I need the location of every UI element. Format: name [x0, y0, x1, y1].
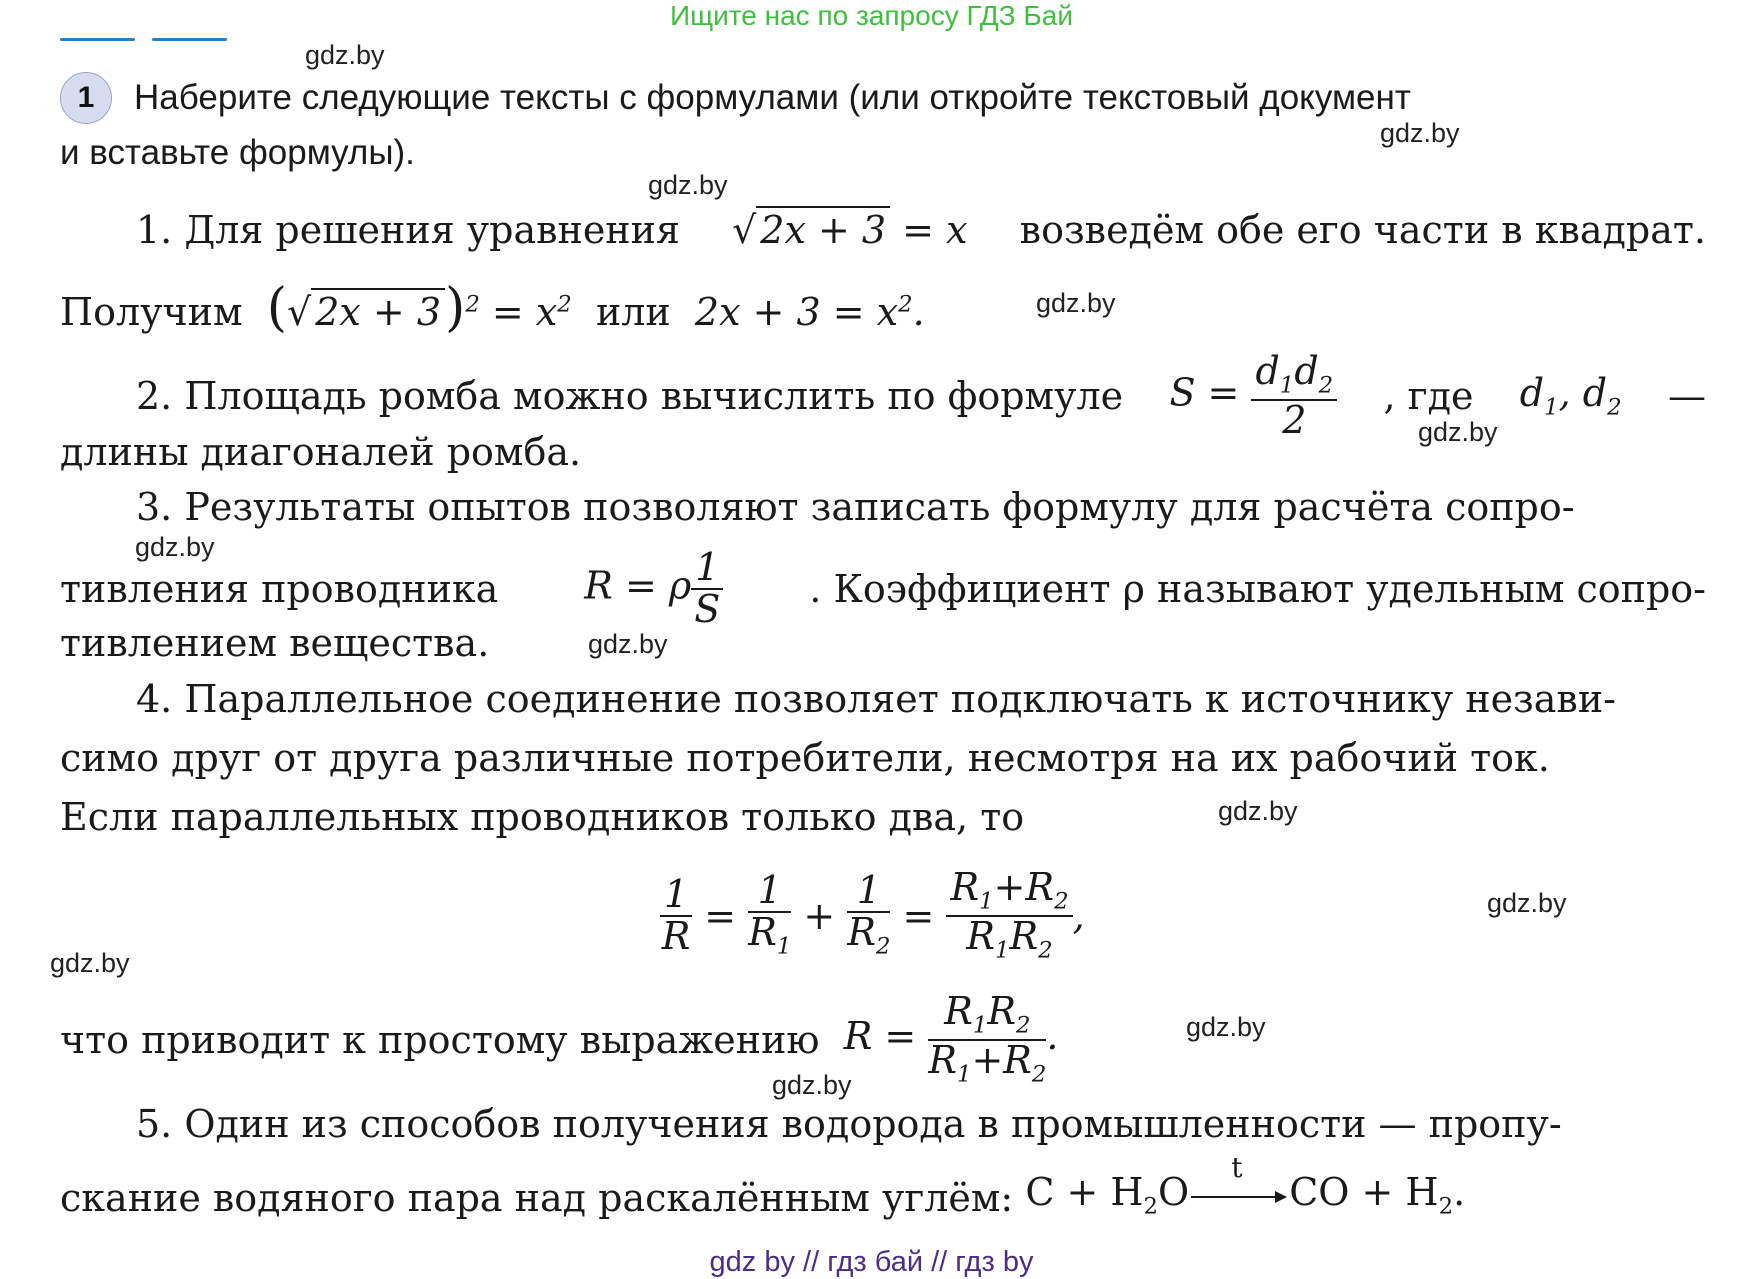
p2-text-b: , где [1383, 374, 1474, 419]
watermark: gdz.by [1218, 796, 1298, 826]
watermark: gdz.by [135, 532, 215, 562]
p5-text-a: 5. Один из способов получения водорода в промышленности — пропу- [136, 1102, 1562, 1146]
watermark: gdz.by [1418, 417, 1498, 447]
p2-line-1 [136, 349, 1706, 442]
p3-text-c: . Коэффициент ρ называют удельным сопро- [809, 566, 1706, 611]
watermark: gdz.by [772, 1070, 852, 1100]
watermark: gdz.by [1487, 888, 1567, 918]
footer-links: gdz by // гдз бай // гдз by [709, 1246, 1034, 1278]
p5-formula-reaction: $C + H_2O$ t CO + $H_2$. [1025, 1150, 1466, 1220]
reaction-arrow-icon [1189, 1187, 1289, 1207]
watermark: gdz.by [1380, 118, 1460, 148]
p3-formula-resistance: R = ρ $\frac{1}{S}$ [584, 548, 723, 630]
p1-formula-squared: (√ $2x + 3)^2 = x^2$ [266, 278, 572, 338]
p2-formula-area: S = $\frac{d_1d_2}{2}$ [1169, 352, 1337, 440]
p2-formula-diagonals: $d_1$, $d_2$ [1519, 371, 1622, 421]
p4-line-1 [136, 677, 1706, 721]
p4-formula-simple: R = $\frac{R_1R_2}{R_1+R_2}$ . [843, 989, 1059, 1088]
p2-line-2: длины диагоналей ромба. [60, 430, 582, 474]
p3-line-1 [136, 485, 1706, 529]
p2-text-a: 2. Площадь ромба можно вычислить по формуле [136, 374, 1124, 419]
p4-line-2 [60, 736, 1706, 780]
p5-text-b: скание водяного пара над раскалённым углём: [60, 1175, 1014, 1220]
p1-line-1 [136, 208, 1706, 252]
p4-text-b: симо друг от друга различные потребители, несмотря на их рабочий ток. [60, 736, 1550, 780]
watermark: gdz.by [305, 40, 385, 70]
p4-text-d: что приводит к простому выражению [60, 1017, 820, 1062]
watermark: gdz.by [1186, 1012, 1266, 1042]
task-line-2: и вставьте формулы). [60, 133, 415, 172]
top-banner: Ищите нас по запросу ГДЗ Бай [669, 0, 1074, 31]
watermark: gdz.by [1036, 288, 1116, 318]
watermark: gdz.by [588, 629, 668, 659]
p4-text-a: 4. Параллельное соединение позволяет подключать к источнику незави- [136, 677, 1616, 721]
p3-text-b: тивления проводника [60, 566, 499, 611]
p4-formula-parallel: $\frac{1}{R}$ = $\frac{1}{R_1}$ + $\frac{1}{R_2}$ = $\frac{R_1+R_2}{R_1R_2}$ , [661, 865, 1085, 964]
task-number-badge: 1 [60, 72, 112, 124]
watermark: gdz.by [648, 170, 728, 200]
p3-line-3: тивлением вещества. [60, 621, 490, 665]
p1-text-d: или [595, 290, 671, 334]
p1-formula-sqrt-eq: √ 2x + 3 = x [732, 208, 968, 252]
p1-text-a: 1. Для решения уравнения [136, 208, 680, 252]
p5-line-1 [136, 1102, 1706, 1146]
task-line-1 [134, 78, 1706, 118]
p1-line-2 [60, 278, 925, 338]
p3-text-a: 3. Результаты опытов позволяют записать формулу для расчёта сопро- [136, 485, 1575, 529]
p4-line-4 [60, 989, 1059, 1088]
tab-line-1 [60, 38, 135, 41]
p4-line-3: Если параллельных проводников только два, то [60, 795, 1025, 839]
task-text-1: Наберите следующие тексты с формулами (или откройте текстовый документ [134, 78, 1411, 117]
p1-text-c: Получим [60, 290, 243, 334]
tab-line-2 [152, 38, 227, 41]
p1-text-b: возведём обе его части в квадрат. [1019, 208, 1706, 252]
watermark: gdz.by [50, 948, 130, 978]
p1-formula-result: $2x + 3 = x^2$. [694, 290, 925, 334]
p5-line-2 [60, 1150, 1466, 1220]
p2-text-c: — [1667, 374, 1706, 419]
